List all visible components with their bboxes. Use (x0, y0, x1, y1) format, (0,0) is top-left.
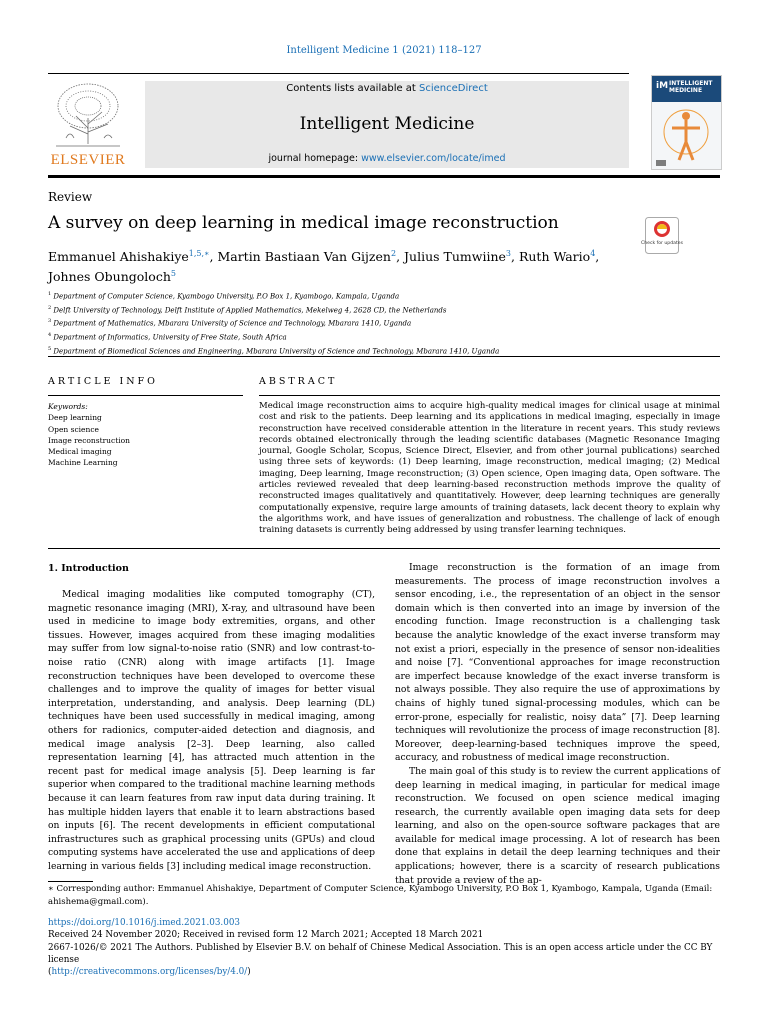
affiliation-2: $^2$ Delft University of Technology, Delft Institute of Applied Mathematics, Mekelweg 4, 2628 CD, the Netherlands (48, 304, 447, 314)
crossmark-badge[interactable] (641, 217, 683, 254)
intro-paragraph: Medical imaging modalities like computed tomography (CT), magnetic resonance imaging (MRI), X-ray, and ultrasound have been used in medicine to image body extremities, organs, and other tissues. However, images acquired from these imaging modalities may suffer from low signal-to-noise ratio (SNR) and low contrast-to-noise ratio (CNR) along with image artifacts [1]. Image reconstruction techniques have been developed to overcome these challenges and to improve the quality of images for better visual interpretation, understanding, and analysis. Deep learning (DL) techniques have been used successfully in medical imaging, among others for radionics, computer-aided detection and diagnosis, and medical image analysis [2–3]. Deep learning, also called representation learning [4], has attracted much attention in the recent past for medical image analysis [5]. Deep learning is far superior when compared to the traditional machine learning methods because it can learn features from raw input data during training. It has multiple hidden layers that enable it to learn abstractions based on inputs [6]. The recent developments in efficient computational infrastructures such as graphical processing units (GPUs) and cloud computing systems have accelerated the use and applications of deep learning in various fields [3] including medical image reconstruction. (48, 589, 375, 872)
elsevier-logo (48, 78, 128, 168)
abstract-rule (259, 395, 720, 396)
article-type: Review (48, 190, 93, 204)
author-3[interactable]: Julius Tumwiine (404, 249, 506, 265)
author-4[interactable]: Ruth Wario (518, 249, 591, 265)
homepage-line: journal homepage: www.elsevier.com/locate/imed (268, 153, 506, 164)
affiliation-list (48, 289, 648, 357)
journal-citation-link[interactable]: Intelligent Medicine 1 (2021) 118–127 (286, 45, 482, 56)
cover-figure-icon (652, 102, 721, 169)
affiliation-4: $^4$ Department of Informatics, University of Free State, South Africa (48, 331, 287, 342)
affiliation-5: $^5$ Department of Biomedical Sciences and Engineering, Mbarara University of Science and Technology, Mbarara 1410, Uganda (48, 345, 500, 355)
journal-title: Intelligent Medicine (299, 114, 475, 134)
affiliation-3: $^3$ Department of Mathematics, Mbarara University of Science and Technology, Mbarara 1410, Uganda (48, 318, 412, 328)
cover-logo-icon: iM (656, 81, 669, 91)
author-list: Emmanuel Ahishakiye$^{1,5,∗}$, Martin Bastiaan Van Gijzen$^2$, Julius Tumwiine$^3$, Ruth Wario$^4$, Johnes Obungoloch$^5$ (48, 249, 600, 285)
abstract-text: Medical image reconstruction aims to acquire high-quality medical images for clinical usage at minimal cost and risk to the patients. Deep learning and its applications in medical imaging, especially in image reconstruction have received considerable attention in the literature in recent years. This study reviews records obtained electronically through the leading scientific databases (Magnetic Resonance Imaging journal, Google Scholar, Scopus, Science Direct, Elsevier, and from other journal publications) searched using three sets of keywords: (1) Deep learning, image reconstruction, medical imaging; (2) Medical imaging, Deep learning, Image reconstruction; (3) Open science, Open imaging data, Open software. The articles reviewed revealed that deep learning-based reconstruction methods improve the quality of reconstructed images qualitatively and quantitatively. However, deep learning techniques are generally computationally expensive, require large amounts of training datasets, lack decent theory to explain why the algorithms work, and have issues of generalization and robustness. The challenge of lack of enough training datasets is currently being addressed by using transfer learning techniques. (259, 401, 720, 536)
masthead-rule (48, 175, 720, 178)
homepage-link[interactable]: www.elsevier.com/locate/imed (361, 153, 506, 164)
contents-line: Contents lists available at ScienceDirect (286, 83, 488, 94)
keyword-item: Open science (48, 424, 99, 434)
doi-link[interactable]: https://doi.org/10.1016/j.imed.2021.03.003 (48, 918, 241, 928)
intro-paragraph: The main goal of this study is to review the current applications of deep learning in medical imaging, in particular for medical image reconstruction. We focused on open science medical imaging research, the currently available open imaging data sets for deep learning, and also on the open-source software packages that are available for medical image processing. A lot of research has been done that explains in detail the deep learning techniques and their applications; however, there is a scarcity of research publications that provide a review of the ap- (395, 765, 720, 886)
section-rule (48, 356, 720, 357)
keyword-item: Deep learning (48, 413, 102, 423)
license-link[interactable]: http://creativecommons.org/licenses/by/4.0/ (51, 967, 248, 978)
journal-masthead (145, 81, 629, 168)
keyword-item: Medical imaging (48, 447, 112, 457)
keywords-block (48, 401, 130, 469)
header-rule (48, 73, 629, 74)
body-column-left (48, 588, 375, 873)
article-title: A survey on deep learning in medical image reconstruction (48, 213, 559, 233)
sciencedirect-link[interactable]: ScienceDirect (419, 83, 488, 94)
author-1[interactable]: Emmanuel Ahishakiye (48, 249, 189, 265)
abstract-bottom-rule (48, 548, 720, 549)
body-column-right (395, 561, 720, 887)
corresponding-author-footnote: ∗ Corresponding author: Emmanuel Ahishakiye, Department of Computer Science, Kyambogo University, P.O Box 1, Kyambogo, Kampala, Uganda (Email: ahishema@gmail.com). (48, 884, 713, 907)
keywords-label: Keywords: (48, 402, 88, 411)
keyword-item: Machine Learning (48, 458, 118, 468)
license-statement: 2667-1026/© 2021 The Authors. Published by Elsevier B.V. on behalf of Chinese Medical Association. This is an open access article under the CC BY license (http://creativecommons.org/licenses/by/4.0/) (48, 943, 713, 978)
article-info-rule (48, 395, 243, 396)
author-5[interactable]: Johnes Obungoloch (48, 269, 171, 285)
affiliation-1: $^1$ Department of Computer Science, Kyambogo University, P.O Box 1, Kyambogo, Kampala, Uganda (48, 291, 400, 301)
footnote-rule (48, 881, 93, 882)
introduction-heading: 1. Introduction (48, 563, 129, 574)
journal-cover-image: iM INTELLIGENT MEDICINE (651, 75, 722, 170)
elsevier-wordmark: ELSEVIER (50, 152, 126, 168)
keyword-item: Image reconstruction (48, 435, 130, 445)
abstract-heading: ABSTRACT (259, 376, 338, 387)
article-info-heading: ARTICLE INFO (48, 376, 158, 387)
intro-paragraph: Image reconstruction is the formation of an image from measurements. The process of image reconstruction involves a sensor encoding, i.e., the representation of an object in the sensor domain which is then converted into an image by inversion of the encoding function. Image reconstruction is a challenging task because the analytic knowledge of the exact inverse transform may not exist a priori, especially in the presence of sensor non-idealities and noise [7]. “Conventional approaches for image reconstruction are imperfect because knowledge of the exact inverse transform is not always possible. They also require the use of approximations by chains of highly tuned signal-processing modules, which can be error-prone, especially for realistic, noisy data” [7]. Deep learning techniques will revolutionize the process of image reconstruction [8]. Moreover, deep-learning-based techniques improve the speed, accuracy, and robustness of medical image reconstruction. (395, 562, 720, 764)
received-dates: Received 24 November 2020; Received in revised form 12 March 2021; Accepted 18 March 2021 (48, 930, 484, 940)
crossmark-label: Check for updates (641, 241, 683, 246)
author-2[interactable]: Martin Bastiaan Van Gijzen (217, 249, 391, 265)
